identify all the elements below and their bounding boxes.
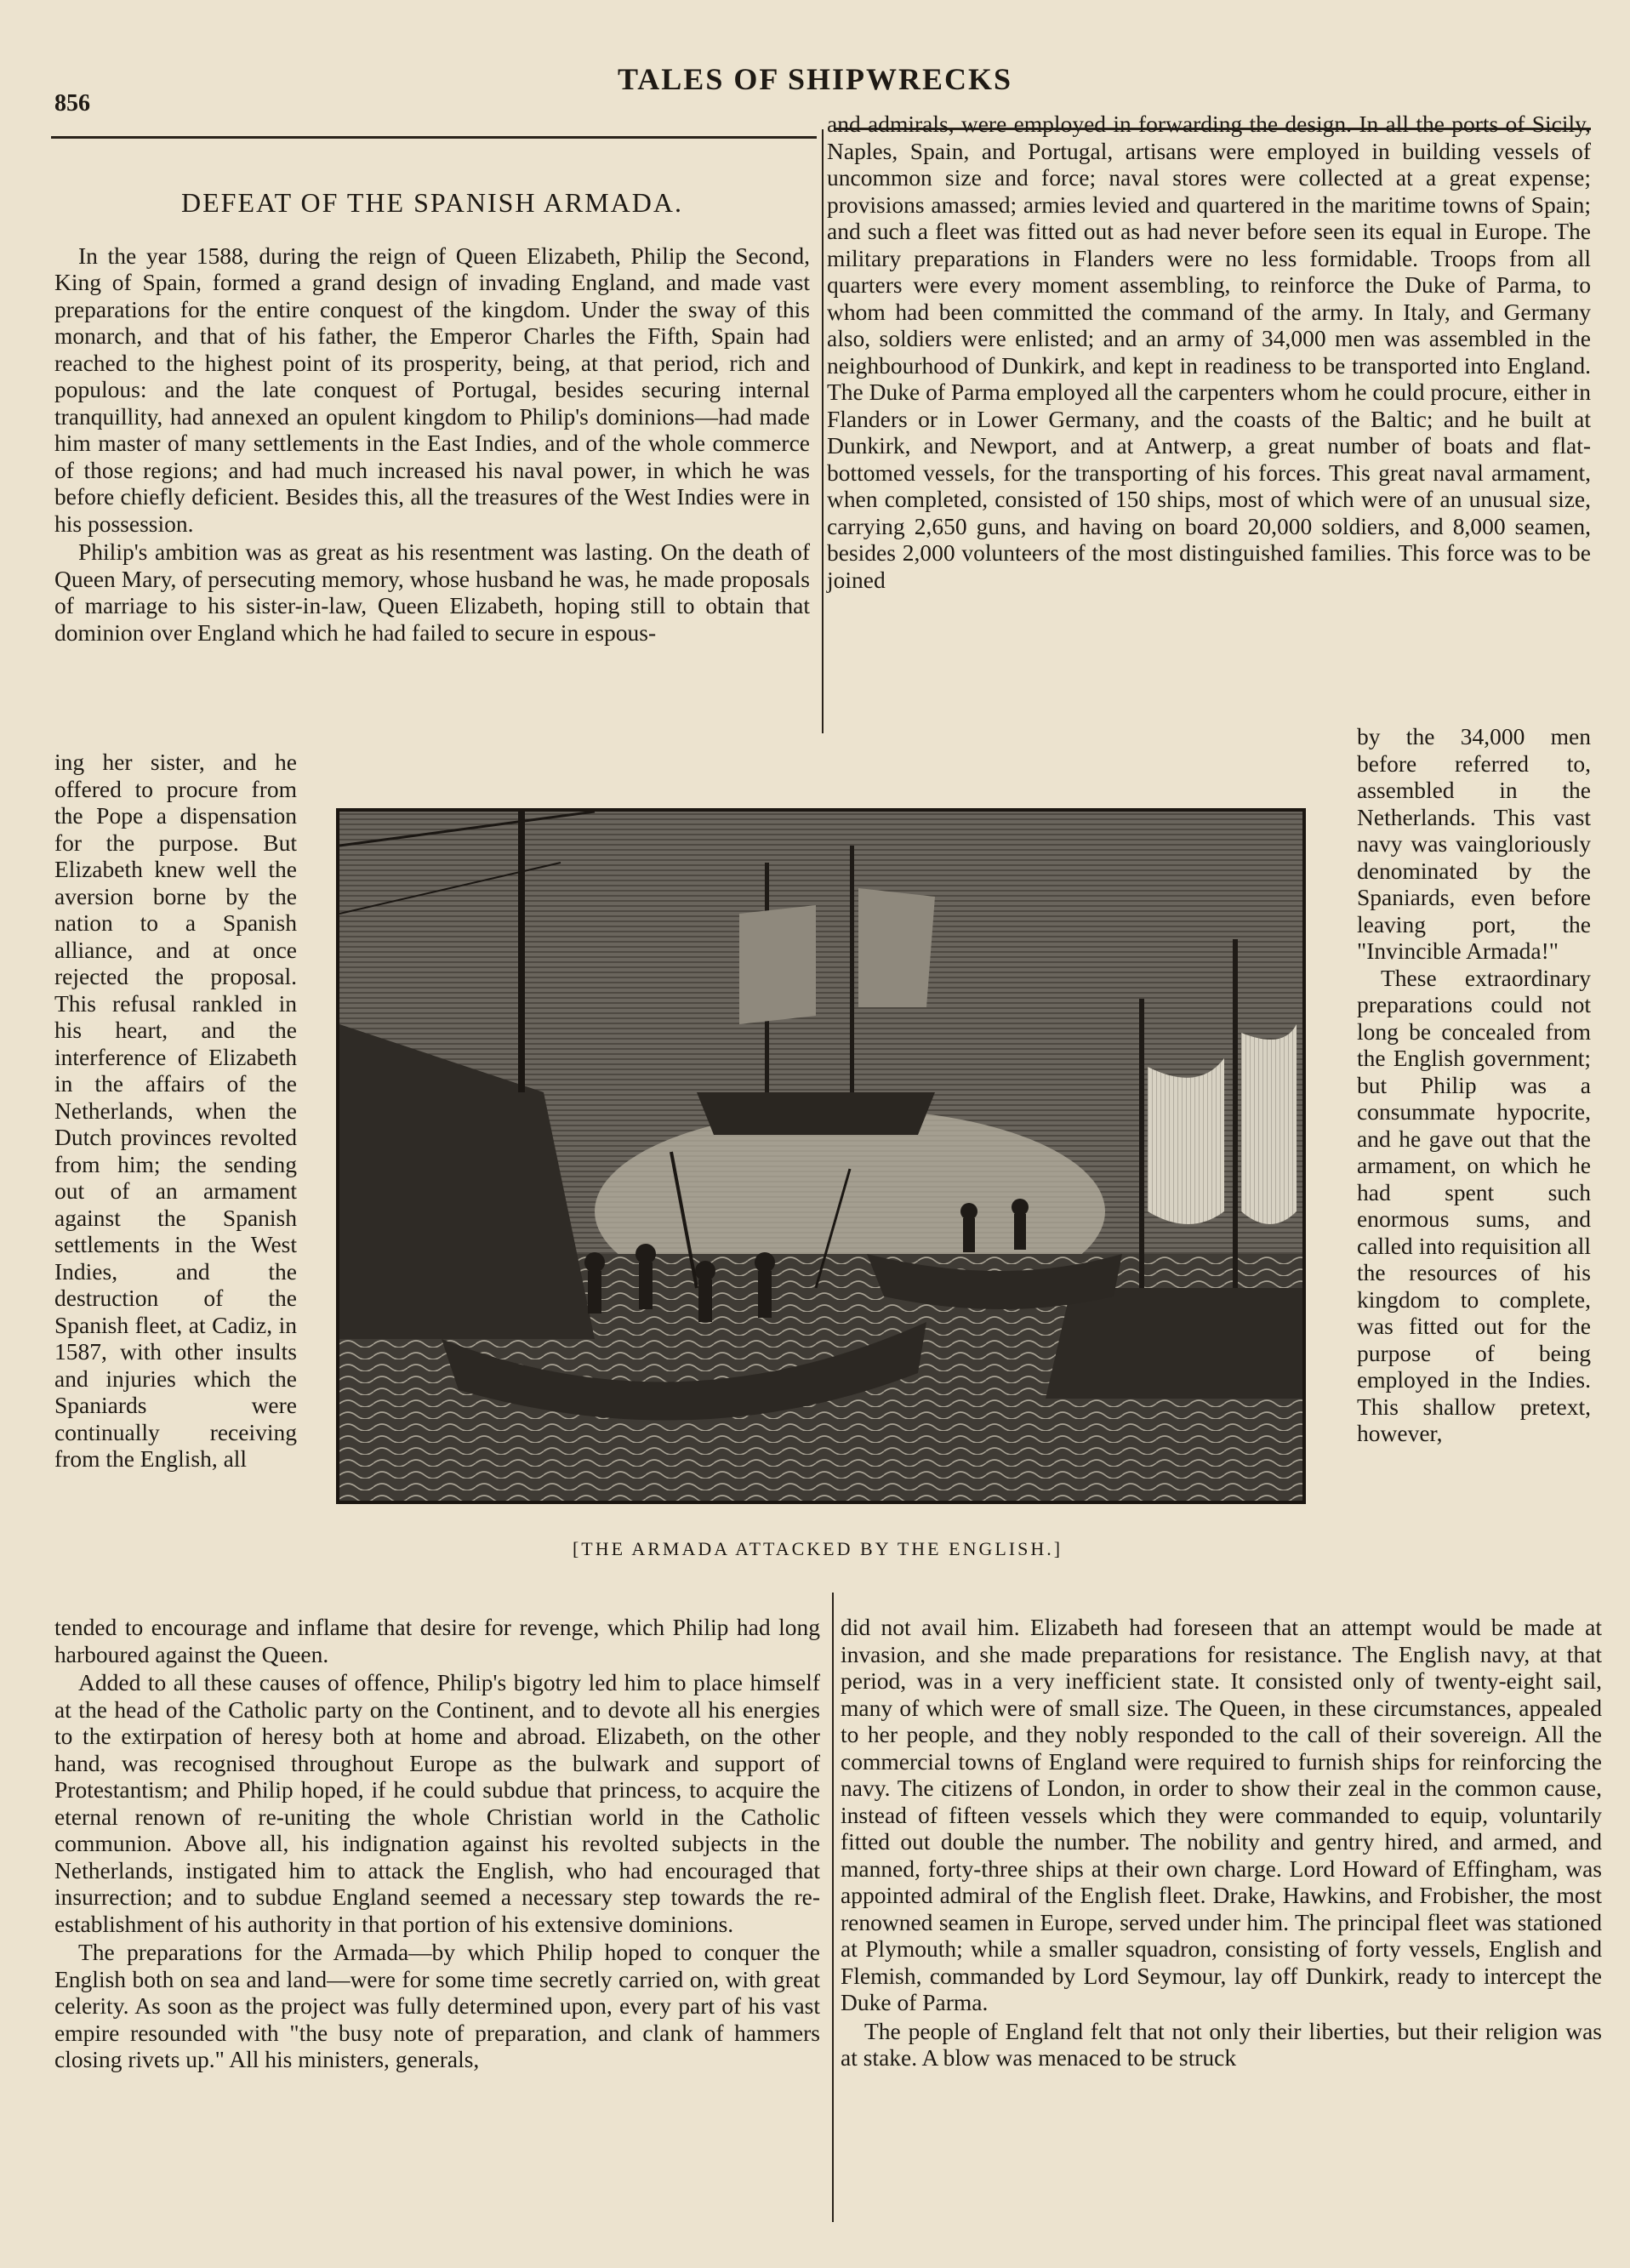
engraving-drawing bbox=[339, 812, 1302, 1501]
article-title: DEFEAT OF THE SPANISH ARMADA. bbox=[181, 187, 683, 218]
column-divider-top bbox=[822, 129, 824, 733]
paragraph: ing her sister, and he offered to procure from the Pope a dispensation for the purpose. But Elizabeth knew well the aversion borne by the nation to a Spanish alliance, and at once rejected the proposal. This refusal rankled in his heart, and the interference of Elizabeth in the affairs of the Netherlands, when the Dutch provinces revolted from him; the sending out of an armament against the Spanish settlements in the West Indies, and the destruction of the Spanish fleet, at Cadiz, in 1587, with other insults and injuries which the Spaniards were continually receiving from the English, all bbox=[54, 749, 297, 1472]
paragraph: These extraordinary preparations could not long be concealed from the English government; but Philip was a consummate hypocrite, and he gave out that the armament, on which he had spent such enormous sums, and called into requisition all the resources of his kingdom to complete, was fitted out for the purpose of being employed in the Indies. This shallow pretext, however, bbox=[1357, 964, 1591, 1446]
right-wrap-text bbox=[1357, 723, 1591, 1447]
paragraph: by the 34,000 men before referred to, assembled in the Netherlands. This vast navy was vaingloriously denominated by the Spaniards, even before leaving port, the "Invincible Armada!" bbox=[1357, 723, 1591, 964]
column-divider-bottom bbox=[832, 1593, 834, 2222]
paragraph: and admirals, were employed in forwarding the design. In all the ports of Sicily, Naples, Spain, and Portugal, artisans were employed in building vessels of uncommon size and force; naval stores were collected at a great expense; provisions amassed; armies levied and quartered in the maritime towns of Spain; and such a fleet was fitted out as had never before seen its equal in Europe. The military preparations in Flanders were no less formidable. Troops from all quarters were every moment assembling, to reinforce the Duke of Parma, to whom had been committed the command of the army. In Italy, and Germany also, soldiers were enlisted; and an army of 34,000 men was assembled in the neighbourhood of Dunkirk, and kept in readiness to be transported into England. The Duke of Parma employed all the carpenters whom he could procure, either in Flanders or in Lower Germany, and the coasts of the Baltic; and he built at Dunkirk, and Newport, and at Antwerp, a great number of boats and flat-bottomed vessels, for the transporting of his forces. This great naval armament, when completed, consisted of 150 ships, most of which were of an unusual size, carrying 2,650 guns, and having on board 20,000 soldiers, and 8,000 seamen, besides 2,000 volunteers of the most distinguished families. This force was to be joined bbox=[827, 111, 1592, 593]
page-number: 856 bbox=[54, 90, 90, 117]
left-column-top bbox=[54, 140, 810, 647]
header-rule-left bbox=[51, 136, 817, 139]
paragraph: tended to encourage and inflame that desire for revenge, which Philip had long harboured against the Queen. bbox=[54, 1614, 820, 1667]
paragraph: The preparations for the Armada—by which Philip hoped to conquer the English both on sea and land—were for some time secretly carried on, with great celerity. As soon as the project was fully determined upon, every part of his vast empire resounded with "the busy note of preparation, and clank of hammers closing rivets up." All his ministers, generals, bbox=[54, 1939, 820, 2072]
right-column-top bbox=[827, 111, 1591, 595]
right-column-bottom bbox=[841, 1614, 1602, 2073]
illustration-caption: [THE ARMADA ATTACKED BY THE ENGLISH.] bbox=[572, 1538, 1063, 1559]
armada-engraving bbox=[336, 808, 1306, 1504]
paragraph: Added to all these causes of offence, Philip's bigotry led him to place himself at the head of the Catholic party on the Continent, and to devote all his energies to the extirpation of heresy both at home and abroad. Elizabeth, on the other hand, was recognised throughout Europe as the bulwark and support of Protestantism; and Philip hoped, if he could subdue that princess, to acquire the eternal renown of re-uniting the whole Christian world in the Catholic communion. Above all, his indignation against his revolted subjects in the Netherlands, instigated him to attack the English, who had encouraged that insurrection; and to subdue England seemed a necessary step towards the re-establishment of his authority in that portion of his extensive dominions. bbox=[54, 1669, 820, 1937]
paragraph: The people of England felt that not only their liberties, but their religion was at stake. A blow was menaced to be struck bbox=[841, 2017, 1602, 2071]
paragraph: did not avail him. Elizabeth had foreseen that an attempt would be made at invasion, and she made preparations for resistance. The English navy, at that period, was in a very inefficient state. It consisted only of twenty-eight sail, many of which were of small size. The Queen, in these circumstances, appealed to her people, and they nobly responded to the call of their sovereign. All the commercial towns of England were required to furnish ships for reinforcing the navy. The citizens of London, in order to show their zeal in the common cause, instead of fifteen vessels which they were commanded to equip, voluntarily fitted out double the number. The nobility and gentry hired, and armed, and manned, forty-three ships at their own charge. Lord Howard of Effingham, was appointed admiral of the English fleet. Drake, Hawkins, and Frobisher, the most renowned seamen in Europe, served under him. The principal fleet was stationed at Plymouth; while a smaller squadron, consisting of forty vessels, English and Flemish, commanded by Lord Seymour, lay off Dunkirk, ready to intercept the Duke of Parma. bbox=[841, 1614, 1602, 2015]
running-title: TALES OF SHIPWRECKS bbox=[617, 62, 1013, 96]
left-column-bottom bbox=[54, 1614, 820, 2075]
paragraph: In the year 1588, during the reign of Queen Elizabeth, Philip the Second, King of Spain, formed a grand design of invading England, and made vast preparations for the entire conquest of the kingdom. Under the sway of this monarch, and that of his father, the Emperor Charles the Fifth, Spain had reached to the highest point of its prosperity, being, at that period, rich and populous: and the late conquest of Portugal, besides securing internal tranquillity, had annexed an opulent kingdom to Philip's dominions—had made him master of many settlements in the East Indies, and of the whole commerce of those regions; and had much increased his naval power, in which he was before chiefly deficient. Besides this, all the treasures of the West Indies were in his possession. bbox=[54, 242, 810, 537]
paragraph: Philip's ambition was as great as his resentment was lasting. On the death of Queen Mary, of persecuting memory, whose husband he was, he made proposals of marriage to his sister-in-law, Queen Elizabeth, hoping still to obtain that dominion over England which he had failed to secure in espous- bbox=[54, 539, 810, 646]
left-wrap-text bbox=[54, 749, 297, 1473]
